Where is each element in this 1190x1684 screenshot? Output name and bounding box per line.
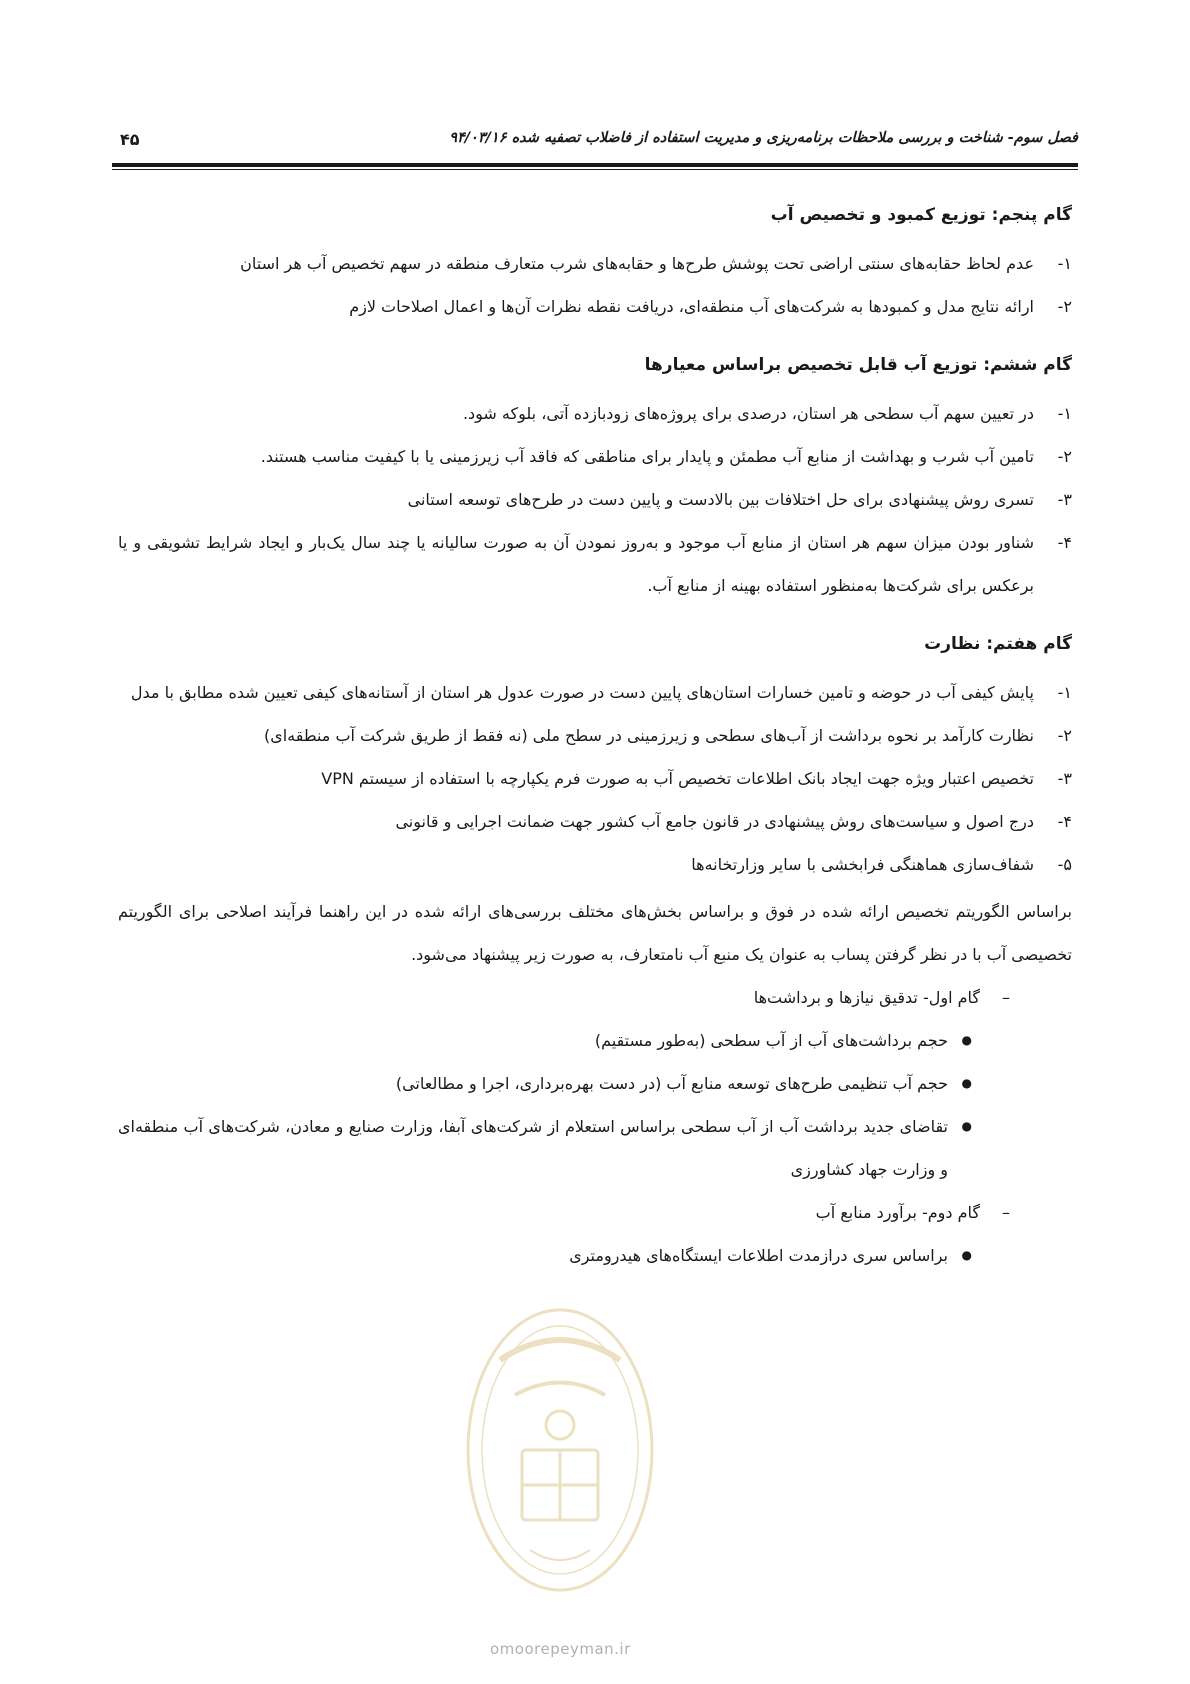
list-item (118, 800, 1072, 843)
item-number: ۲- (1057, 447, 1072, 466)
item-text: تخصیص اعتبار ویژه جهت ایجاد بانک اطلاعات تخصیص آب به صورت فرم یکپارچه با استفاده از سیستم VPN (321, 769, 1034, 788)
bullet-text: حجم آب تنظیمی طرح‌های توسعه منابع آب (در دست بهره‌برداری، اجرا و مطالعاتی) (395, 1074, 948, 1093)
item-number: ۴- (1057, 533, 1072, 552)
bullet-item (118, 1234, 1072, 1277)
list-item (118, 392, 1072, 435)
item-number: ۱- (1057, 254, 1072, 273)
page-number: ۴۵ (120, 130, 140, 149)
page-body (118, 200, 1072, 1277)
item-number: ۱- (1057, 404, 1072, 423)
item-text: پایش کیفی آب در حوضه و تامین خسارات استان‌های پایین دست در صورت عدول هر استان از آستانه‌های کیفی تعیین شده مطابق با مدل (130, 683, 1034, 702)
item-number: ۵- (1057, 855, 1072, 874)
bullet-icon: ● (961, 1119, 972, 1133)
section-step-6 (118, 350, 1072, 607)
step-item (118, 1191, 1072, 1234)
item-text: درج اصول و سیاست‌های روش پیشنهادی در قانون جامع آب کشور جهت ضمانت اجرایی و قانونی (395, 812, 1034, 831)
section-heading: گام ششم: توزیع آب قابل تخصیص براساس معیارها (644, 355, 1072, 375)
item-text: ارائه نتایج مدل و کمبودها به شرکت‌های آب منطقه‌ای، دریافت نقطه نظرات آن‌ها و اعمال اصلاحات لازم (349, 297, 1034, 316)
section-step-7 (118, 629, 1072, 886)
step-title: گام دوم- برآورد منابع آب (815, 1203, 980, 1222)
item-text: نظارت کارآمد بر نحوه برداشت از آب‌های سطحی و زیرزمینی در سطح ملی (نه فقط از طریق شرکت آب منطقه‌ای) (263, 726, 1034, 745)
item-number: ۴- (1057, 812, 1072, 831)
list-item (118, 714, 1072, 757)
list-item (118, 478, 1072, 521)
bullet-text: تقاضای جدید برداشت آب از آب سطحی براساس استعلام از شرکت‌های آبفا، وزارت صنایع و معادن، شرکت‌های آب منطقه‌ای و وزارت جهاد کشاورزی (118, 1117, 948, 1179)
item-text: شفاف‌سازی هماهنگی فرابخشی با سایر وزارتخانه‌ها (691, 855, 1034, 874)
bullet-text: حجم برداشت‌های آب از آب سطحی (به‌طور مستقیم) (594, 1031, 948, 1050)
item-number: ۲- (1057, 297, 1072, 316)
body-paragraph: براساس الگوریتم تخصیص ارائه شده در فوق و براساس بخش‌های مختلف بررسی‌های ارائه شده در این راهنما فرآیند اصلاحی برای الگوریتم تخصیصی آب با در نظر گرفتن پساب به عنوان یک منبع آب نامتعارف، به صورت زیر پیشنهاد می‌شود. (118, 902, 1072, 964)
watermark-seal-icon (460, 1300, 660, 1600)
header-rule-thick (112, 163, 1078, 167)
item-number: ۳- (1057, 490, 1072, 509)
item-number: ۳- (1057, 769, 1072, 788)
section-heading: گام هفتم: نظارت (924, 634, 1072, 654)
bullet-item (118, 1105, 1072, 1191)
list-item (118, 435, 1072, 478)
header-title: فصل سوم- شناخت و بررسی ملاحظات برنامه‌ریزی و مدیریت استفاده از فاضلاب تصفیه شده ۹۴/۰۳/۱۶ (449, 130, 1078, 146)
list-item (118, 671, 1072, 714)
bullet-text: براساس سری درازمدت اطلاعات ایستگاه‌های هیدرومتری (569, 1246, 948, 1265)
section-heading: گام پنجم: توزیع کمبود و تخصیص آب (770, 205, 1072, 225)
bullet-icon: ● (961, 1076, 972, 1090)
item-text: شناور بودن میزان سهم هر استان از منابع آب موجود و به‌روز نمودن آن به صورت سالیانه یا چند سال یک‌بار و ایجاد شرایط تشویقی و یا برعکس برای شرکت‌ها به‌منظور استفاده بهینه از منابع آب. (118, 533, 1034, 595)
bullet-icon: ● (961, 1248, 972, 1262)
dash-marker: – (1002, 988, 1010, 1007)
item-number: ۱- (1057, 683, 1072, 702)
header-rule-thin (112, 169, 1078, 170)
bullet-icon: ● (961, 1033, 972, 1047)
page-header (112, 126, 1078, 156)
list-item (118, 242, 1072, 285)
list-item (118, 757, 1072, 800)
item-text: تامین آب شرب و بهداشت از منابع آب مطمئن و پایدار برای مناطقی که فاقد آب زیرزمینی یا با کیفیت مناسب هستند. (260, 447, 1034, 466)
item-text: در تعیین سهم آب سطحی هر استان، درصدی برای پروژه‌های زودبازده آتی، بلوکه شود. (462, 404, 1034, 423)
step-title: گام اول- تدقیق نیازها و برداشت‌ها (753, 988, 980, 1007)
bullet-item (118, 1062, 1072, 1105)
watermark-url: omoorepeyman.ir (490, 1640, 631, 1658)
item-text: عدم لحاظ حقابه‌های سنتی اراضی تحت پوشش طرح‌ها و حقابه‌های شرب متعارف منطقه در سهم تخصیص آب هر استان (240, 254, 1034, 273)
item-number: ۲- (1057, 726, 1072, 745)
item-text: تسری روش پیشنهادی برای حل اختلافات بین بالادست و پایین دست در طرح‌های توسعه استانی (407, 490, 1034, 509)
section-step-5 (118, 200, 1072, 328)
list-item (118, 843, 1072, 886)
bullet-item (118, 1019, 1072, 1062)
list-item (118, 285, 1072, 328)
step-item (118, 976, 1072, 1019)
list-item (118, 521, 1072, 607)
dash-marker: – (1002, 1203, 1010, 1222)
